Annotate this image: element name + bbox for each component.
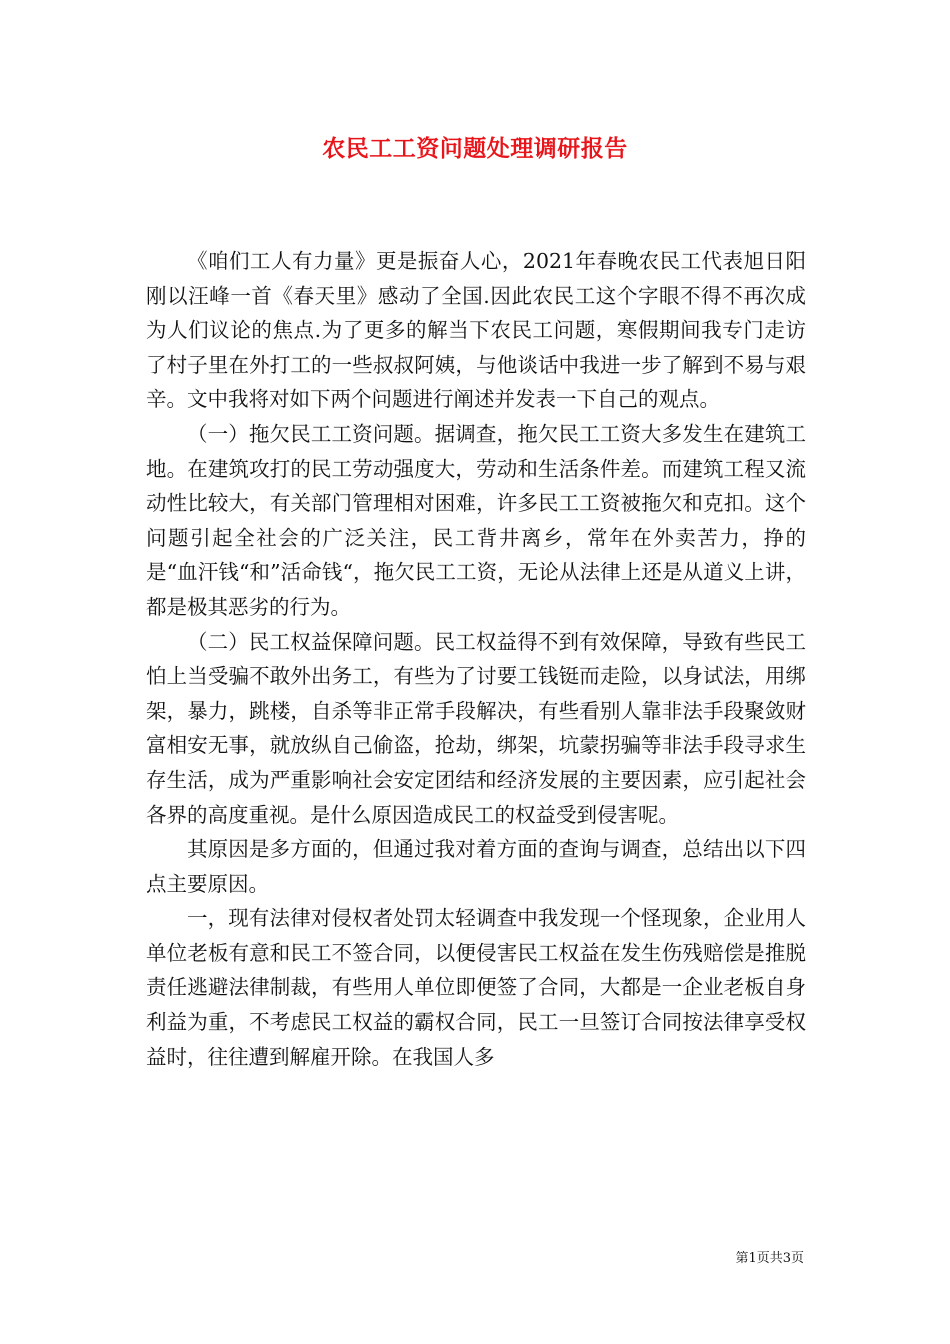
paragraph-wage-arrears: （一）拖欠民工工资问题。据调查，拖欠民工工资大多发生在建筑工地。在建筑攻打的民工劳动强度大，劳动和生活条件差。而建筑工程又流动性比较大，有关部门管理相对困难，许多民工工资被拖欠和克扣。这个问题引起全社会的广泛关注，民工背井离乡，常年在外卖苦力，挣的是“血汗钱“和”活命钱“，拖欠民工工资，无论从法律上还是从道义上讲，都是极其恶劣的行为。: [146, 421, 806, 619]
paragraph-cause-one: 一，现有法律对侵权者处罚太轻调查中我发现一个怪现象，企业用人单位老板有意和民工不签合同，以便侵害民工权益在发生伤残赔偿是推脱责任逃避法律制裁，有些用人单位即便签了合同，大都是一企业老板自身利益为重，不考虑民工权益的霸权合同，民工一旦签订合同按法律享受权益时，往往遭到解雇开除。在我国人多: [146, 906, 806, 1069]
page-number: 第1页共3页: [735, 1251, 804, 1266]
paragraph-causes-summary: 其原因是多方面的，但通过我对着方面的查询与调查，总结出以下四点主要原因。: [146, 837, 806, 896]
paragraph-rights-protection: （二）民工权益保障问题。民工权益得不到有效保障，导致有些民工怕上当受骗不敢外出务工，有些为了讨要工钱铤而走险，以身试法，用绑架，暴力，跳楼，自杀等非正常手段解决，有些看别人靠非法手段聚敛财富相安无事，就放纵自己偷盗，抢劫，绑架，坑蒙拐骗等非法手段寻求生存生活，成为严重影响社会安定团结和经济发展的主要因素，应引起社会各界的高度重视。是什么原因造成民工的权益受到侵害呢。: [146, 629, 806, 827]
document-body: [146, 244, 806, 1074]
paragraph-intro: 《咱们工人有力量》更是振奋人心，2021年春晚农民工代表旭日阳刚以汪峰一首《春天里》感动了全国.因此农民工这个字眼不得不再次成为人们议论的焦点.为了更多的解当下农民工问题，寒假期间我专门走访了村子里在外打工的一些叔叔阿姨，与他谈话中我进一步了解到不易与艰辛。文中我将对如下两个问题进行阐述并发表一下自己的观点。: [146, 249, 806, 412]
document-title: 农民工工资问题处理调研报告: [322, 135, 628, 162]
